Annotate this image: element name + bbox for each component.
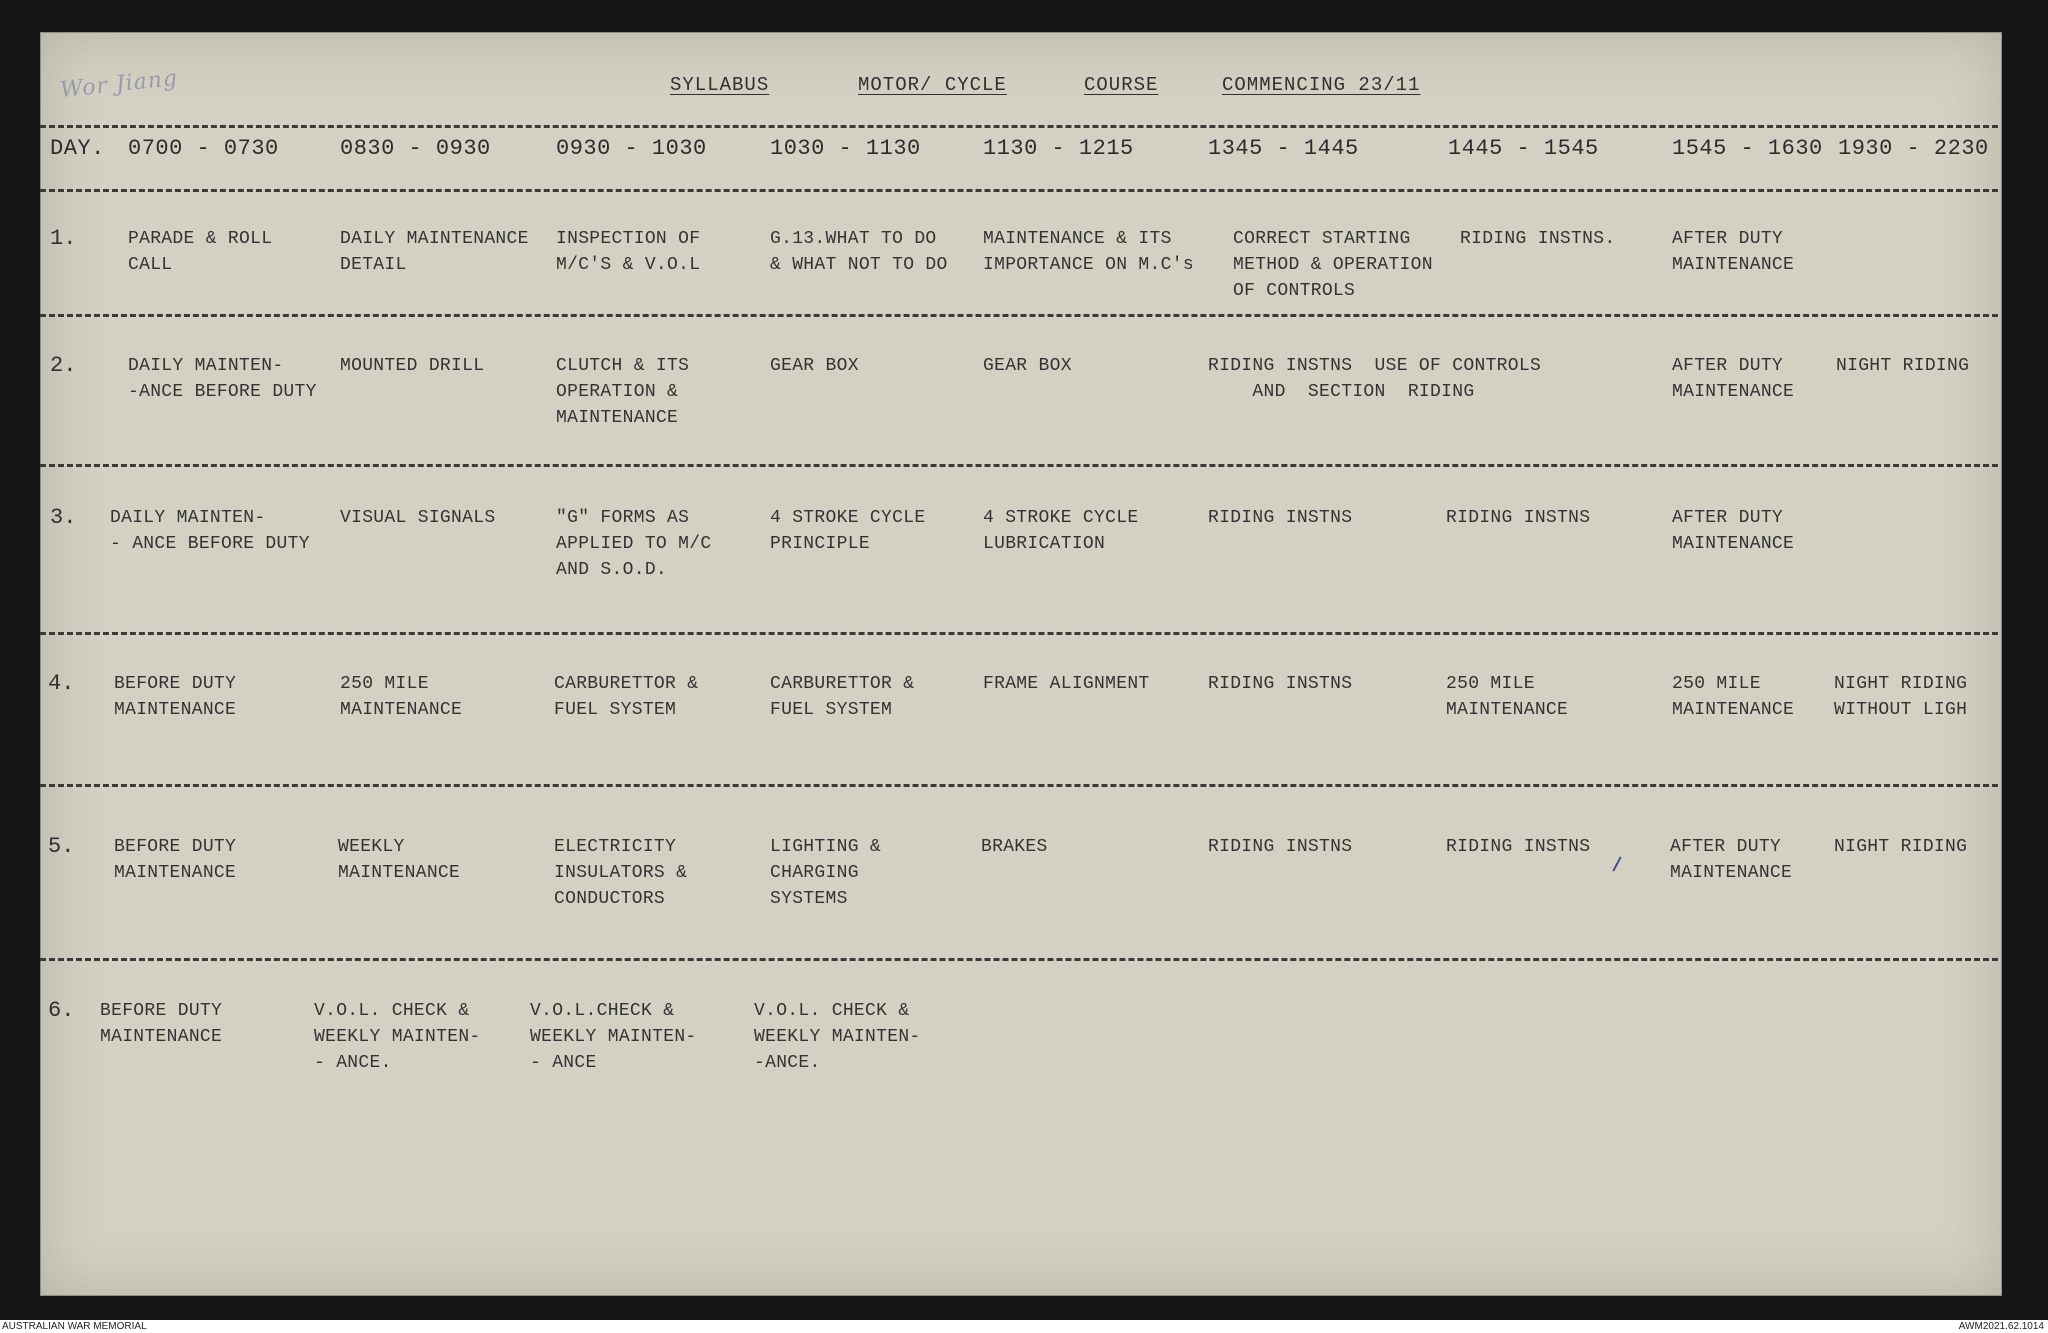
schedule-cell: 250 MILE MAINTENANCE xyxy=(1672,674,1795,720)
schedule-cell: VISUAL SIGNALS xyxy=(340,508,496,528)
schedule-cell: BEFORE DUTY MAINTENANCE xyxy=(114,837,237,883)
schedule-cell: V.O.L.CHECK & WEEKLY MAINTEN- - ANCE xyxy=(530,1001,697,1073)
header-time: 1930 - 2230 xyxy=(1838,136,1989,161)
schedule-cell: NIGHT RIDING xyxy=(1836,356,1970,376)
schedule-cell: FRAME ALIGNMENT xyxy=(983,674,1150,694)
schedule-cell: NIGHT RIDING WITHOUT LIGH xyxy=(1834,674,1968,720)
schedule-cell: AFTER DUTY MAINTENANCE xyxy=(1672,508,1795,554)
header-time: 1130 - 1215 xyxy=(983,136,1134,161)
header-time: 1545 - 1630 xyxy=(1672,136,1823,161)
schedule-cell: INSPECTION OF M/C'S & V.O.L xyxy=(556,229,701,275)
schedule-cell: AFTER DUTY MAINTENANCE xyxy=(1672,356,1795,402)
schedule-cell: NIGHT RIDING xyxy=(1834,837,1968,857)
header-day: DAY. xyxy=(50,136,105,161)
divider-line xyxy=(40,314,1998,317)
schedule-cell: AFTER DUTY MAINTENANCE xyxy=(1672,229,1795,275)
header-time: 0700 - 0730 xyxy=(128,136,279,161)
schedule-cell: MOUNTED DRILL xyxy=(340,356,485,376)
schedule-cell: DAILY MAINTENANCE DETAIL xyxy=(340,229,529,275)
schedule-cell: GEAR BOX xyxy=(983,356,1072,376)
schedule-cell: WEEKLY MAINTENANCE xyxy=(338,837,461,883)
schedule-cell: RIDING INSTNS. xyxy=(1460,229,1616,249)
schedule-cell: GEAR BOX xyxy=(770,356,859,376)
schedule-cell: MAINTENANCE & ITS IMPORTANCE ON M.C's xyxy=(983,229,1194,275)
schedule-cell: 250 MILE MAINTENANCE xyxy=(340,674,463,720)
day-number: 5. xyxy=(48,834,75,859)
schedule-cell: CLUTCH & ITS OPERATION & MAINTENANCE xyxy=(556,356,690,428)
schedule-cell: RIDING INSTNS xyxy=(1208,508,1353,528)
header-time: 0830 - 0930 xyxy=(340,136,491,161)
schedule-cell: BEFORE DUTY MAINTENANCE xyxy=(100,1001,223,1047)
header-time: 0930 - 1030 xyxy=(556,136,707,161)
schedule-cell: CORRECT STARTING METHOD & OPERATION OF CONTROLS xyxy=(1233,229,1433,301)
schedule-cell: AFTER DUTY MAINTENANCE xyxy=(1670,837,1793,883)
schedule-cell: BRAKES xyxy=(981,837,1048,857)
divider-line xyxy=(40,125,1998,128)
divider-line xyxy=(40,189,1998,192)
divider-line xyxy=(40,464,1998,467)
schedule-cell: RIDING INSTNS xyxy=(1446,508,1591,528)
title-commencing: COMMENCING 23/11 xyxy=(1222,74,1421,96)
day-number: 6. xyxy=(48,998,75,1023)
header-time: 1345 - 1445 xyxy=(1208,136,1359,161)
footer-accession-number: AWM2021.62.1014 xyxy=(1958,1321,2044,1332)
schedule-cell: V.O.L. CHECK & WEEKLY MAINTEN- -ANCE. xyxy=(754,1001,921,1073)
header-time: 1445 - 1545 xyxy=(1448,136,1599,161)
divider-line xyxy=(40,632,1998,635)
archive-footer xyxy=(0,1320,2048,1333)
schedule-cell: CARBURETTOR & FUEL SYSTEM xyxy=(770,674,915,720)
schedule-cell: BEFORE DUTY MAINTENANCE xyxy=(114,674,237,720)
schedule-cell: DAILY MAINTEN- - ANCE BEFORE DUTY xyxy=(110,508,310,554)
schedule-cell: RIDING INSTNS USE OF CONTROLS AND SECTION RIDING xyxy=(1208,356,1542,402)
schedule-cell: DAILY MAINTEN- -ANCE BEFORE DUTY xyxy=(128,356,317,402)
divider-line xyxy=(40,958,1998,961)
schedule-cell: LIGHTING & CHARGING SYSTEMS xyxy=(770,837,882,909)
title-motor-cycle: MOTOR/ CYCLE xyxy=(858,74,1007,96)
schedule-cell: RIDING INSTNS xyxy=(1208,837,1353,857)
day-number: 4. xyxy=(48,671,75,696)
schedule-cell: 4 STROKE CYCLE PRINCIPLE xyxy=(770,508,926,554)
day-number: 2. xyxy=(50,353,77,378)
schedule-cell: V.O.L. CHECK & WEEKLY MAINTEN- - ANCE. xyxy=(314,1001,481,1073)
schedule-cell: "G" FORMS AS APPLIED TO M/C AND S.O.D. xyxy=(556,508,712,580)
schedule-cell: PARADE & ROLL CALL xyxy=(128,229,273,275)
pencil-annotation: Wor Jiang xyxy=(59,65,180,104)
schedule-cell: RIDING INSTNS xyxy=(1208,674,1353,694)
divider-line xyxy=(40,784,1998,787)
schedule-cell: ELECTRICITY INSULATORS & CONDUCTORS xyxy=(554,837,688,909)
schedule-cell: RIDING INSTNS xyxy=(1446,837,1591,857)
document-sheet xyxy=(40,32,2002,1296)
day-number: 1. xyxy=(50,226,77,251)
schedule-cell: G.13.WHAT TO DO & WHAT NOT TO DO xyxy=(770,229,948,275)
title-syllabus: SYLLABUS xyxy=(670,74,770,96)
header-time: 1030 - 1130 xyxy=(770,136,921,161)
schedule-cell: 250 MILE MAINTENANCE xyxy=(1446,674,1569,720)
footer-institution: AUSTRALIAN WAR MEMORIAL xyxy=(2,1321,147,1332)
schedule-cell: 4 STROKE CYCLE LUBRICATION xyxy=(983,508,1139,554)
title-course: COURSE xyxy=(1084,74,1159,96)
schedule-cell: CARBURETTOR & FUEL SYSTEM xyxy=(554,674,699,720)
day-number: 3. xyxy=(50,505,77,530)
